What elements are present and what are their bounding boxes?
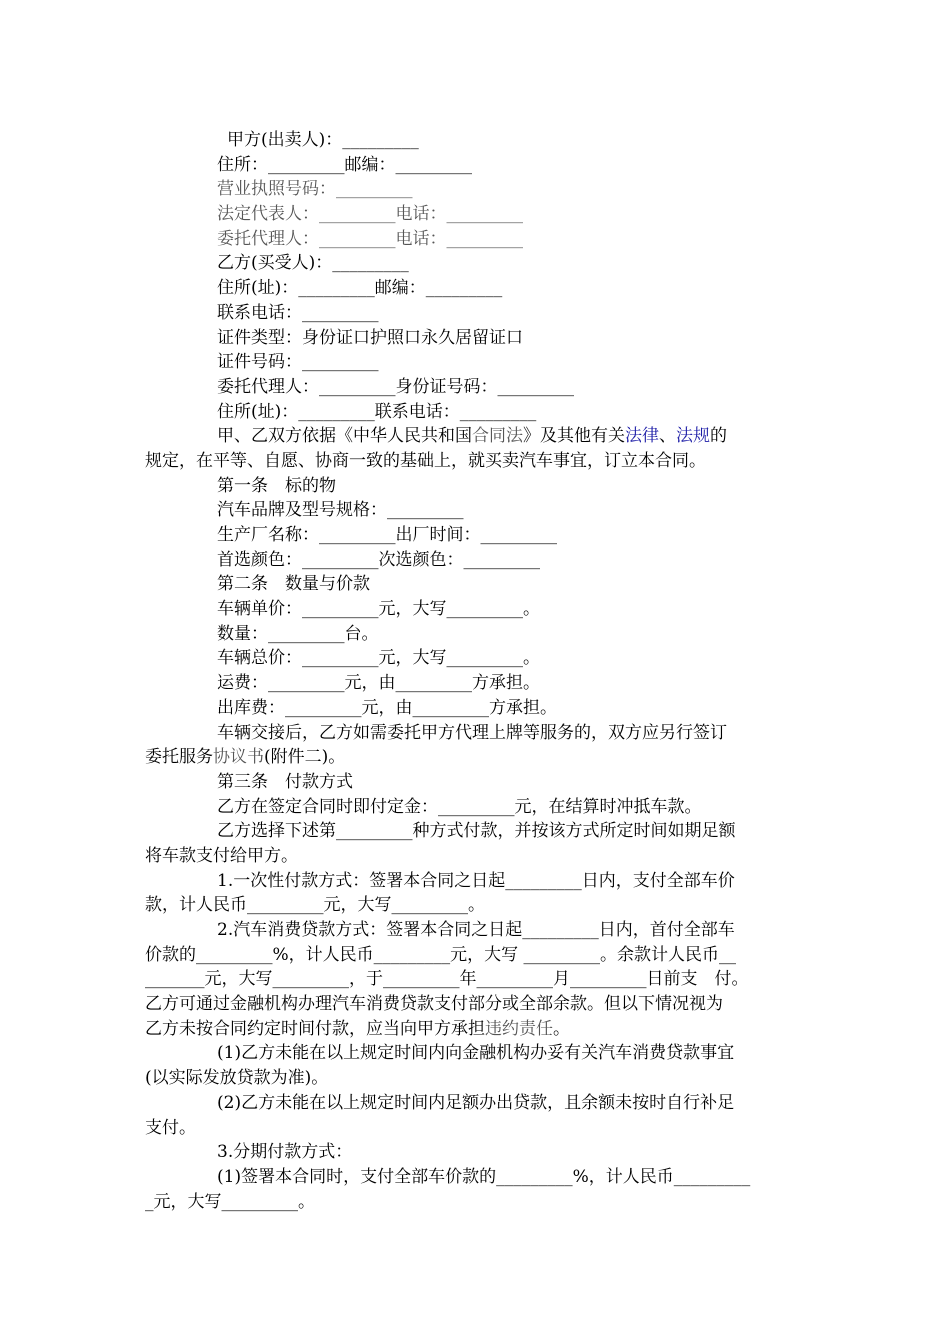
text-line — [145, 276, 810, 301]
text-segment: 价款的_________%，计人民币_________元，大写 _________。余款计人民币__ — [145, 944, 737, 965]
text-segment: _______元，大写_________，于_________年_________月_________日前支 付。 — [145, 969, 749, 990]
text-segment: 委托服务 — [145, 747, 213, 768]
text-segment: 运费：_________元，由_________方承担。 — [217, 673, 540, 694]
text-segment: 协议书 — [213, 747, 264, 768]
text-segment: 规定，在平等、自愿、协商一致的基础上，就买卖汽车事宜，订立本合同。 — [145, 450, 706, 471]
text-segment: 住所(址)：_________邮编：_________ — [217, 278, 503, 299]
text-segment: 营业执照号码：_________ — [217, 179, 413, 200]
text-segment: 3.分期付款方式： — [217, 1142, 353, 1163]
text-segment: 住所：_________邮编：_________ — [217, 154, 472, 175]
text-segment: 汽车品牌及型号规格：_________ — [217, 500, 464, 521]
text-segment: 法定代表人：_________电话：_________ — [217, 204, 523, 225]
text-line — [145, 1091, 810, 1116]
text-line — [145, 449, 810, 474]
text-segment: 车辆单价：_________元，大写_________。 — [217, 599, 540, 620]
text-segment: 将车款支付给甲方。 — [145, 845, 298, 866]
text-line — [145, 301, 810, 326]
text-line — [145, 350, 810, 375]
text-segment: 合同法 — [472, 426, 523, 447]
text-line — [145, 474, 810, 499]
text-line — [145, 1165, 810, 1190]
text-segment: _元，大写_________。 — [145, 1191, 315, 1212]
text-segment: 乙方选择下述第_________种方式付款，并按该方式所定时间如期足额 — [217, 821, 736, 842]
text-line — [145, 918, 810, 943]
text-line — [145, 671, 810, 696]
text-line — [145, 819, 810, 844]
text-line — [145, 622, 810, 647]
text-line — [145, 251, 810, 276]
text-line — [145, 943, 810, 968]
text-line — [145, 177, 810, 202]
text-line — [145, 326, 810, 351]
text-segment: 支付。 — [145, 1117, 196, 1138]
text-line — [145, 1116, 810, 1141]
text-line — [145, 646, 810, 671]
text-segment: 数量：_________台。 — [217, 623, 379, 644]
text-segment: 车辆总价：_________元，大写_________。 — [217, 648, 540, 669]
text-segment: 委托代理人：_________身份证号码：_________ — [217, 376, 574, 397]
text-segment: 、 — [659, 426, 676, 447]
text-line — [145, 696, 810, 721]
text-segment: 证件号码：_________ — [217, 352, 379, 373]
text-segment: 乙方(买受人)：_________ — [217, 253, 409, 274]
text-line — [145, 498, 810, 523]
text-segment: (以实际发放贷款为准)。 — [145, 1068, 329, 1089]
text-segment: 甲、乙双方依据《中华人民共和国 — [217, 426, 472, 447]
contract-document — [145, 128, 810, 1214]
text-line — [145, 424, 810, 449]
text-segment: 乙方可通过金融机构办理汽车消费贷款支付部分或全部余款。但以下情况视为 — [145, 994, 723, 1015]
text-segment: 第二条 数量与价款 — [217, 574, 370, 595]
text-segment: 乙方未按合同约定时间付款，应当向甲方承担 — [145, 1018, 485, 1039]
text-segment: 委托代理人：_________电话：_________ — [217, 228, 523, 249]
text-segment: 车辆交接后，乙方如需委托甲方代理上牌等服务的，双方应另行签订 — [217, 722, 727, 743]
text-line — [145, 1140, 810, 1165]
text-line — [145, 597, 810, 622]
text-line — [145, 893, 810, 918]
text-line — [145, 1066, 810, 1091]
text-line — [145, 572, 810, 597]
text-segment: 款，计人民币_________元，大写_________。 — [145, 895, 485, 916]
text-segment: 首选颜色：_________次选颜色：_________ — [217, 549, 540, 570]
text-link[interactable]: 法规 — [676, 426, 710, 447]
text-line — [145, 227, 810, 252]
text-segment: 甲方(出卖人)：_________ — [227, 130, 419, 150]
text-segment: 的 — [710, 426, 727, 447]
text-line — [145, 844, 810, 869]
text-segment: 违约责任 — [485, 1018, 553, 1039]
text-line — [145, 721, 810, 746]
text-segment: (1)乙方未能在以上规定时间内向金融机构办妥有关汽车消费贷款事宜 — [217, 1043, 735, 1064]
text-segment: 住所(址)：_________联系电话：_________ — [217, 401, 537, 422]
text-line — [145, 128, 810, 153]
text-segment: 1.一次性付款方式：签署本合同之日起_________日内，支付全部车价 — [217, 870, 735, 891]
text-line — [145, 967, 810, 992]
text-line — [145, 202, 810, 227]
text-line — [145, 153, 810, 178]
text-segment: 第三条 付款方式 — [217, 771, 353, 792]
text-segment: 。 — [553, 1018, 570, 1039]
text-line — [145, 1017, 810, 1042]
text-line — [145, 548, 810, 573]
text-line — [145, 745, 810, 770]
text-line — [145, 400, 810, 425]
text-line — [145, 523, 810, 548]
text-line — [145, 770, 810, 795]
text-segment: (附件二)。 — [264, 747, 346, 768]
text-segment: (1)签署本合同时，支付全部车价款的_________%，计人民币_________ — [217, 1166, 751, 1187]
text-segment: 出库费：_________元，由_________方承担。 — [217, 697, 557, 718]
text-line — [145, 992, 810, 1017]
text-line — [145, 375, 810, 400]
text-line — [145, 1041, 810, 1066]
text-line — [145, 795, 810, 820]
text-segment: (2)乙方未能在以上规定时间内足额办出贷款，且余额未按时自行补足 — [217, 1092, 735, 1113]
text-segment: 联系电话：_________ — [217, 302, 379, 323]
text-segment: 证件类型：身份证口护照口永久居留证口 — [217, 327, 523, 348]
text-segment: 》及其他有关 — [523, 426, 625, 447]
text-line — [145, 869, 810, 894]
text-segment: 生产厂名称：_________出厂时间：_________ — [217, 525, 557, 545]
text-link[interactable]: 法律 — [625, 426, 659, 447]
text-line — [145, 1190, 810, 1215]
text-segment: 2.汽车消费贷款方式：签署本合同之日起_________日内，首付全部车 — [217, 920, 735, 940]
text-segment: 第一条 标的物 — [217, 475, 336, 496]
text-segment: 乙方在签定合同时即付定金：_________元，在结算时冲抵车款。 — [217, 796, 702, 817]
